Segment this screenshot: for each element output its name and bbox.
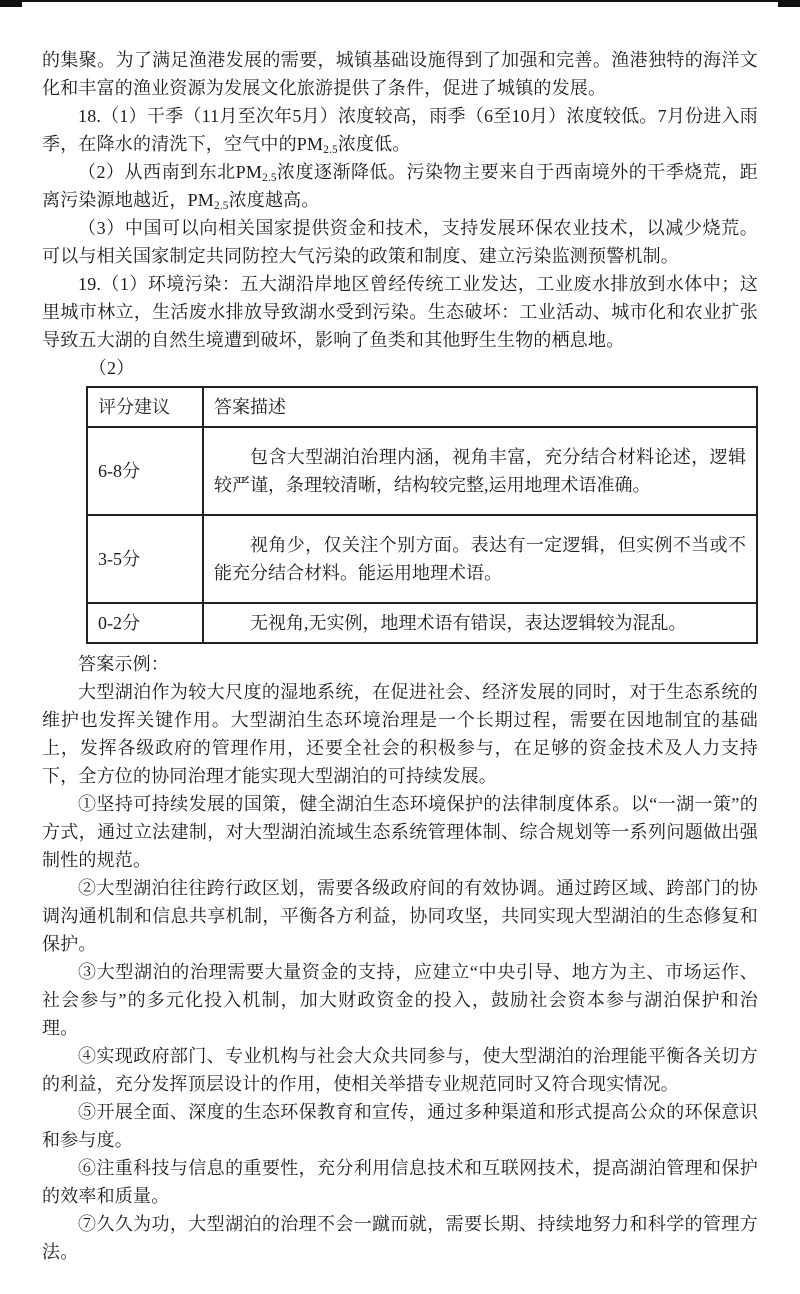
example-point-4: ④实现政府部门、专业机构与社会大众共同参与，使大型湖泊的治理能平衡各关切方的利益，充分发挥顶层设计的作用，使相关举措专业规范同时又符合现实情况。 bbox=[42, 1046, 758, 1094]
answer-18-1-text: 18.（1）干季（11月至次年5月）浓度较高，雨季（6至10月）浓度较低。7月份进入雨季，在降水的清洗下，空气中的PM bbox=[42, 106, 758, 154]
answer-18-1-tail: 浓度低。 bbox=[337, 134, 411, 154]
score-band: 6-8分 bbox=[87, 427, 203, 515]
answer-18-3: （3）中国可以向相关国家提供资金和技术，支持发展环保农业技术，以减少烧荒。可以与相关国家制定共同防控大气污染的政策和制度、建立污染监测预警机制。 bbox=[42, 218, 758, 266]
score-description: 视角少，仅关注个别方面。表达有一定逻辑，但实例不当或不能充分结合材料。能运用地理术语。 bbox=[203, 515, 757, 603]
example-point-1: ①坚持可持续发展的国策，健全湖泊生态环境保护的法律制度体系。以“一湖一策”的方式，通过立法建制，对大型湖泊流域生态系统管理体制、综合规划等一系列问题做出强制性的规范。 bbox=[42, 794, 758, 870]
answer-sheet-page bbox=[0, 6, 800, 1294]
example-point-3: ③大型湖泊的治理需要大量资金的支持，应建立“中央引导、地方为主、市场运作、社会参与”的多元化投入机制，加大财政资金的投入，鼓励社会资本参与湖泊保护和治理。 bbox=[42, 962, 758, 1038]
table-row-6-8 bbox=[87, 427, 757, 515]
score-description: 无视角,无实例，地理术语有错误，表达逻辑较为混乱。 bbox=[203, 603, 757, 643]
scan-corner-left bbox=[0, 0, 22, 7]
scan-corner-right bbox=[778, 0, 800, 7]
answer-18-2-tail: 浓度越高。 bbox=[228, 190, 320, 210]
example-answer-label: 答案示例： bbox=[78, 654, 169, 674]
scoring-table bbox=[86, 386, 758, 644]
pm25-subscript: 2.5 bbox=[214, 200, 229, 213]
score-band: 3-5分 bbox=[87, 515, 203, 603]
answer-18-1 bbox=[42, 102, 758, 158]
continuation-paragraph: 的集聚。为了满足渔港发展的需要，城镇基础设施得到了加强和完善。渔港独特的海洋文化和丰富的渔业资源为发展文化旅游提供了条件，促进了城镇的发展。 bbox=[42, 50, 758, 98]
score-band: 0-2分 bbox=[87, 603, 203, 643]
answer-18-2-mid: 浓度逐渐降低。污染物主要来自于西南境外的干季烧荒，距离污染源地越近，PM bbox=[42, 162, 759, 210]
scan-edge-artifact bbox=[0, 0, 800, 6]
pm25-subscript: 2.5 bbox=[262, 172, 277, 185]
header-answer-description: 答案描述 bbox=[203, 387, 757, 427]
header-score-suggestion: 评分建议 bbox=[87, 387, 203, 427]
example-point-5: ⑤开展全面、深度的生态环保教育和宣传，通过多种渠道和形式提高公众的环保意识和参与度。 bbox=[42, 1102, 758, 1150]
answer-19-1: 19.（1）环境污染：五大湖沿岸地区曾经传统工业发达，工业废水排放到水体中；这里城市林立，生活废水排放导致湖水受到污染。生态破坏：工业活动、城市化和农业扩张导致五大湖的自然生境遭到破坏，影响了鱼类和其他野生生物的栖息地。 bbox=[42, 274, 758, 350]
score-description: 包含大型湖泊治理内涵，视角丰富，充分结合材料论述，逻辑较严谨，条理较清晰，结构较完整,运用地理术语准确。 bbox=[203, 427, 757, 515]
scoring-table-header-row bbox=[87, 387, 757, 427]
table-row-3-5 bbox=[87, 515, 757, 603]
answer-18-2-text: （2）从西南到东北PM bbox=[78, 162, 263, 182]
answer-19-2-label: （2） bbox=[88, 358, 135, 378]
example-answer-intro: 大型湖泊作为较大尺度的湿地系统，在促进社会、经济发展的同时，对于生态系统的维护也发挥关键作用。大型湖泊生态环境治理是一个长期过程，需要在因地制宜的基础上，发挥各级政府的管理作用，还要全社会的积极参与，在足够的资金技术及人力支持下，全方位的协同治理才能实现大型湖泊的可持续发展。 bbox=[42, 682, 758, 786]
example-point-7: ⑦久久为功，大型湖泊的治理不会一蹴而就，需要长期、持续地努力和科学的管理方法。 bbox=[42, 1214, 758, 1262]
example-point-2: ②大型湖泊往往跨行政区划，需要各级政府间的有效协调。通过跨区域、跨部门的协调沟通机制和信息共享机制，平衡各方利益，协同攻坚，共同实现大型湖泊的生态修复和保护。 bbox=[42, 878, 758, 954]
table-row-0-2 bbox=[87, 603, 757, 643]
example-point-6: ⑥注重科技与信息的重要性，充分利用信息技术和互联网技术，提高湖泊管理和保护的效率和质量。 bbox=[42, 1158, 758, 1206]
answer-18-2 bbox=[42, 158, 758, 214]
pm25-subscript: 2.5 bbox=[323, 144, 338, 157]
